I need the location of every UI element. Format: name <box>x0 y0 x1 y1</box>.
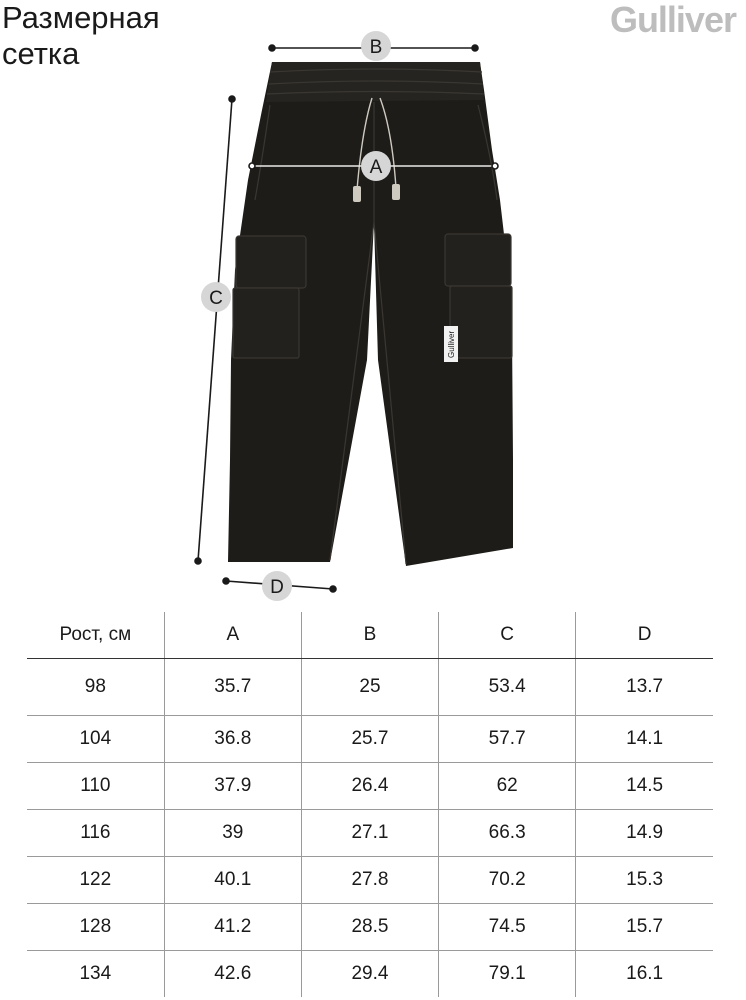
table-row <box>27 951 713 998</box>
marker-b-label: B <box>369 37 383 58</box>
table-cell: 122 <box>27 857 164 904</box>
table-cell: 128 <box>27 904 164 951</box>
marker-b <box>361 31 391 61</box>
pants-illustration <box>228 62 513 566</box>
marker-a-label: A <box>369 157 383 178</box>
table-cell: 25.7 <box>301 716 438 763</box>
table-cell: 104 <box>27 716 164 763</box>
table-cell: 116 <box>27 810 164 857</box>
table-row <box>27 763 713 810</box>
table-cell: 41.2 <box>164 904 301 951</box>
table-cell: 53.4 <box>439 659 576 716</box>
table-cell: 66.3 <box>439 810 576 857</box>
marker-d-label: D <box>270 577 284 598</box>
column-header-c: C <box>439 612 576 659</box>
column-header-b: B <box>301 612 438 659</box>
table-cell: 36.8 <box>164 716 301 763</box>
table-row <box>27 716 713 763</box>
marker-c <box>201 282 231 312</box>
dimension-line-c <box>198 99 232 561</box>
table-row <box>27 810 713 857</box>
marker-a <box>361 151 391 181</box>
table-cell: 14.9 <box>576 810 713 857</box>
table-cell: 13.7 <box>576 659 713 716</box>
table-row <box>27 904 713 951</box>
table-cell: 29.4 <box>301 951 438 998</box>
column-header-height: Рост, см <box>27 612 164 659</box>
marker-d <box>262 571 292 601</box>
table-cell: 110 <box>27 763 164 810</box>
table-cell: 28.5 <box>301 904 438 951</box>
table-cell: 57.7 <box>439 716 576 763</box>
table-cell: 25 <box>301 659 438 716</box>
marker-c-label: C <box>209 288 223 309</box>
table-cell: 74.5 <box>439 904 576 951</box>
table-row <box>27 659 713 716</box>
table-cell: 79.1 <box>439 951 576 998</box>
table-cell: 39 <box>164 810 301 857</box>
table-cell: 37.9 <box>164 763 301 810</box>
table-cell: 16.1 <box>576 951 713 998</box>
table-row <box>27 857 713 904</box>
table-cell: 14.1 <box>576 716 713 763</box>
title-line-2: сетка <box>2 36 80 71</box>
title-line-1: Размерная <box>2 0 160 35</box>
brand-logo: Gulliver <box>609 0 736 40</box>
table-header-row <box>27 612 713 659</box>
table-cell: 35.7 <box>164 659 301 716</box>
table-cell: 26.4 <box>301 763 438 810</box>
column-header-d: D <box>576 612 713 659</box>
table-cell: 14.5 <box>576 763 713 810</box>
table-cell: 15.3 <box>576 857 713 904</box>
size-table <box>27 612 713 997</box>
table-cell: 27.1 <box>301 810 438 857</box>
column-header-a: A <box>164 612 301 659</box>
table-cell: 27.8 <box>301 857 438 904</box>
table-cell: 42.6 <box>164 951 301 998</box>
table-cell: 40.1 <box>164 857 301 904</box>
table-cell: 15.7 <box>576 904 713 951</box>
table-cell: 62 <box>439 763 576 810</box>
table-cell: 98 <box>27 659 164 716</box>
table-cell: 134 <box>79 963 112 984</box>
table-cell: 70.2 <box>439 857 576 904</box>
garment-tag-text: Gulliver <box>447 330 456 358</box>
